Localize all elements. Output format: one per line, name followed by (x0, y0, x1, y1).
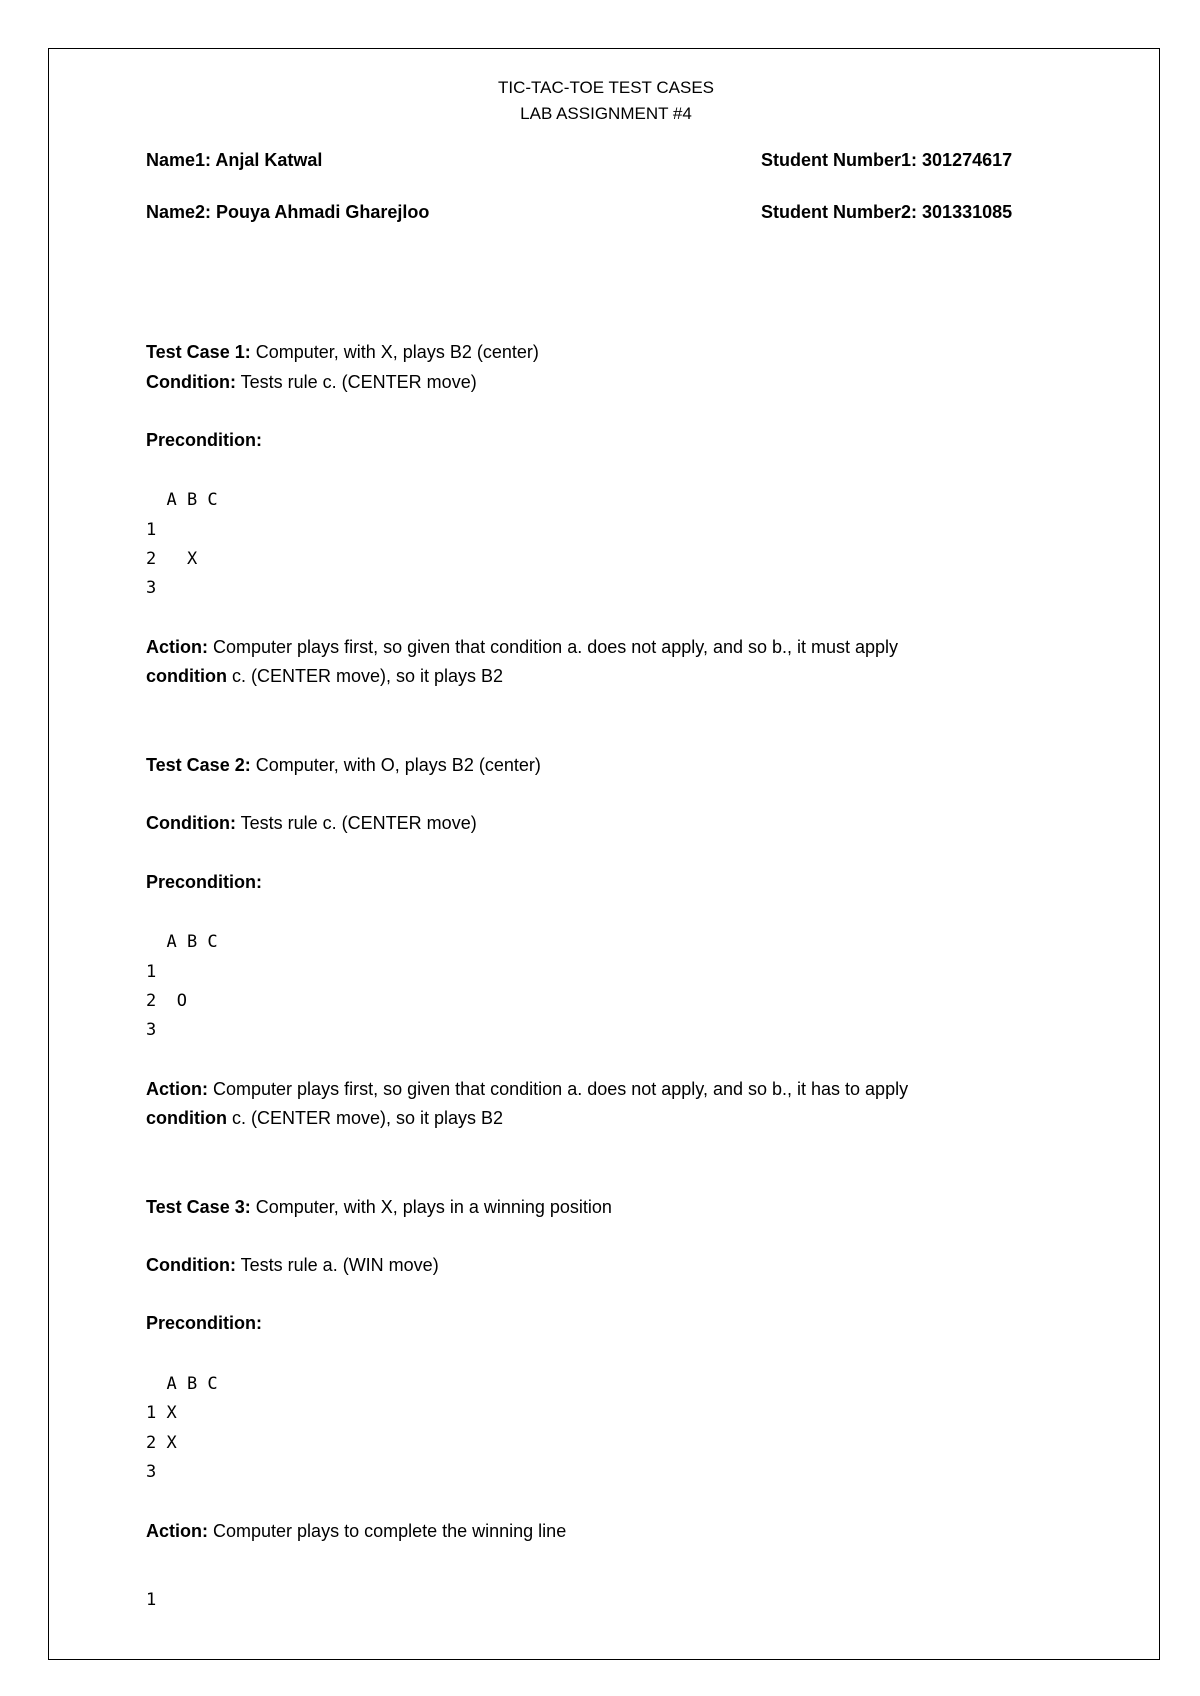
test-case-2-condition (146, 813, 477, 834)
test-case-label: Test Case 1: (146, 342, 251, 362)
student-2-number (761, 202, 1012, 223)
document-title: TIC-TAC-TOE TEST CASES (498, 78, 714, 97)
grid-row: 2 X (146, 549, 198, 569)
grid-row: 2 X (146, 1433, 177, 1453)
test-case-1-heading (146, 342, 539, 363)
condition-text: Tests rule a. (WIN move) (240, 1255, 439, 1275)
grid-row: 3 (146, 1020, 157, 1040)
document-subtitle: LAB ASSIGNMENT #4 (520, 104, 692, 123)
number-label: Student Number1: (761, 150, 918, 170)
page-border (48, 48, 1160, 1660)
grid-row: 2 O (146, 991, 187, 1011)
action-text: Computer plays first, so given that condition a. does not apply, and so b., it must apply (213, 637, 899, 657)
test-case-text: Computer, with O, plays B2 (center) (255, 755, 541, 775)
student-2-name (146, 202, 429, 223)
action-cont-text: c. (CENTER move), so it plays B2 (232, 666, 504, 686)
number-label: Student Number2: (761, 202, 918, 222)
test-case-1-condition (146, 372, 477, 393)
action-label: Action: (146, 637, 208, 657)
action-text: Computer plays first, so given that condition a. does not apply, and so b., it has to apply (213, 1079, 909, 1099)
test-case-2-heading (146, 755, 541, 776)
grid-row: 3 (146, 578, 157, 598)
test-case-label: Test Case 3: (146, 1197, 251, 1217)
test-case-2-precondition-label: Precondition: (146, 872, 262, 892)
test-case-1-action-cont (146, 666, 503, 687)
test-case-3-heading (146, 1197, 612, 1218)
grid-row: 1 (146, 520, 157, 540)
name-value: Anjal Katwal (215, 150, 323, 170)
condition-word: condition (146, 1108, 227, 1128)
number-value: 301331085 (922, 202, 1013, 222)
action-label: Action: (146, 1079, 208, 1099)
action-label: Action: (146, 1521, 208, 1541)
student-1-number (761, 150, 1012, 171)
condition-text: Tests rule c. (CENTER move) (240, 372, 477, 392)
test-case-text: Computer, with X, plays in a winning position (255, 1197, 612, 1217)
number-value: 301274617 (922, 150, 1013, 170)
test-case-3-precondition-label: Precondition: (146, 1313, 262, 1333)
action-cont-text: c. (CENTER move), so it plays B2 (232, 1108, 504, 1128)
grid-row: A B C (146, 932, 218, 952)
test-case-1-action (146, 637, 898, 658)
grid-row: 1 (146, 962, 157, 982)
grid-row: 3 (146, 1462, 157, 1482)
name-label: Name2: (146, 202, 212, 222)
student-1-name (146, 150, 322, 171)
test-case-1-precondition-label: Precondition: (146, 430, 262, 450)
grid-row: 1 X (146, 1403, 177, 1423)
test-case-label: Test Case 2: (146, 755, 251, 775)
condition-label: Condition: (146, 372, 236, 392)
condition-word: condition (146, 666, 227, 686)
name-label: Name1: (146, 150, 212, 170)
grid-row: A B C (146, 1374, 218, 1394)
name-value: Pouya Ahmadi Gharejloo (216, 202, 430, 222)
test-case-2-action (146, 1079, 908, 1100)
condition-text: Tests rule c. (CENTER move) (240, 813, 477, 833)
condition-label: Condition: (146, 813, 236, 833)
test-case-3-action (146, 1521, 566, 1542)
test-case-text: Computer, with X, plays B2 (center) (255, 342, 539, 362)
page-number: 1 (146, 1590, 157, 1610)
action-text: Computer plays to complete the winning line (213, 1521, 567, 1541)
condition-label: Condition: (146, 1255, 236, 1275)
test-case-3-condition (146, 1255, 439, 1276)
test-case-2-action-cont (146, 1108, 503, 1129)
grid-row: A B C (146, 490, 218, 510)
